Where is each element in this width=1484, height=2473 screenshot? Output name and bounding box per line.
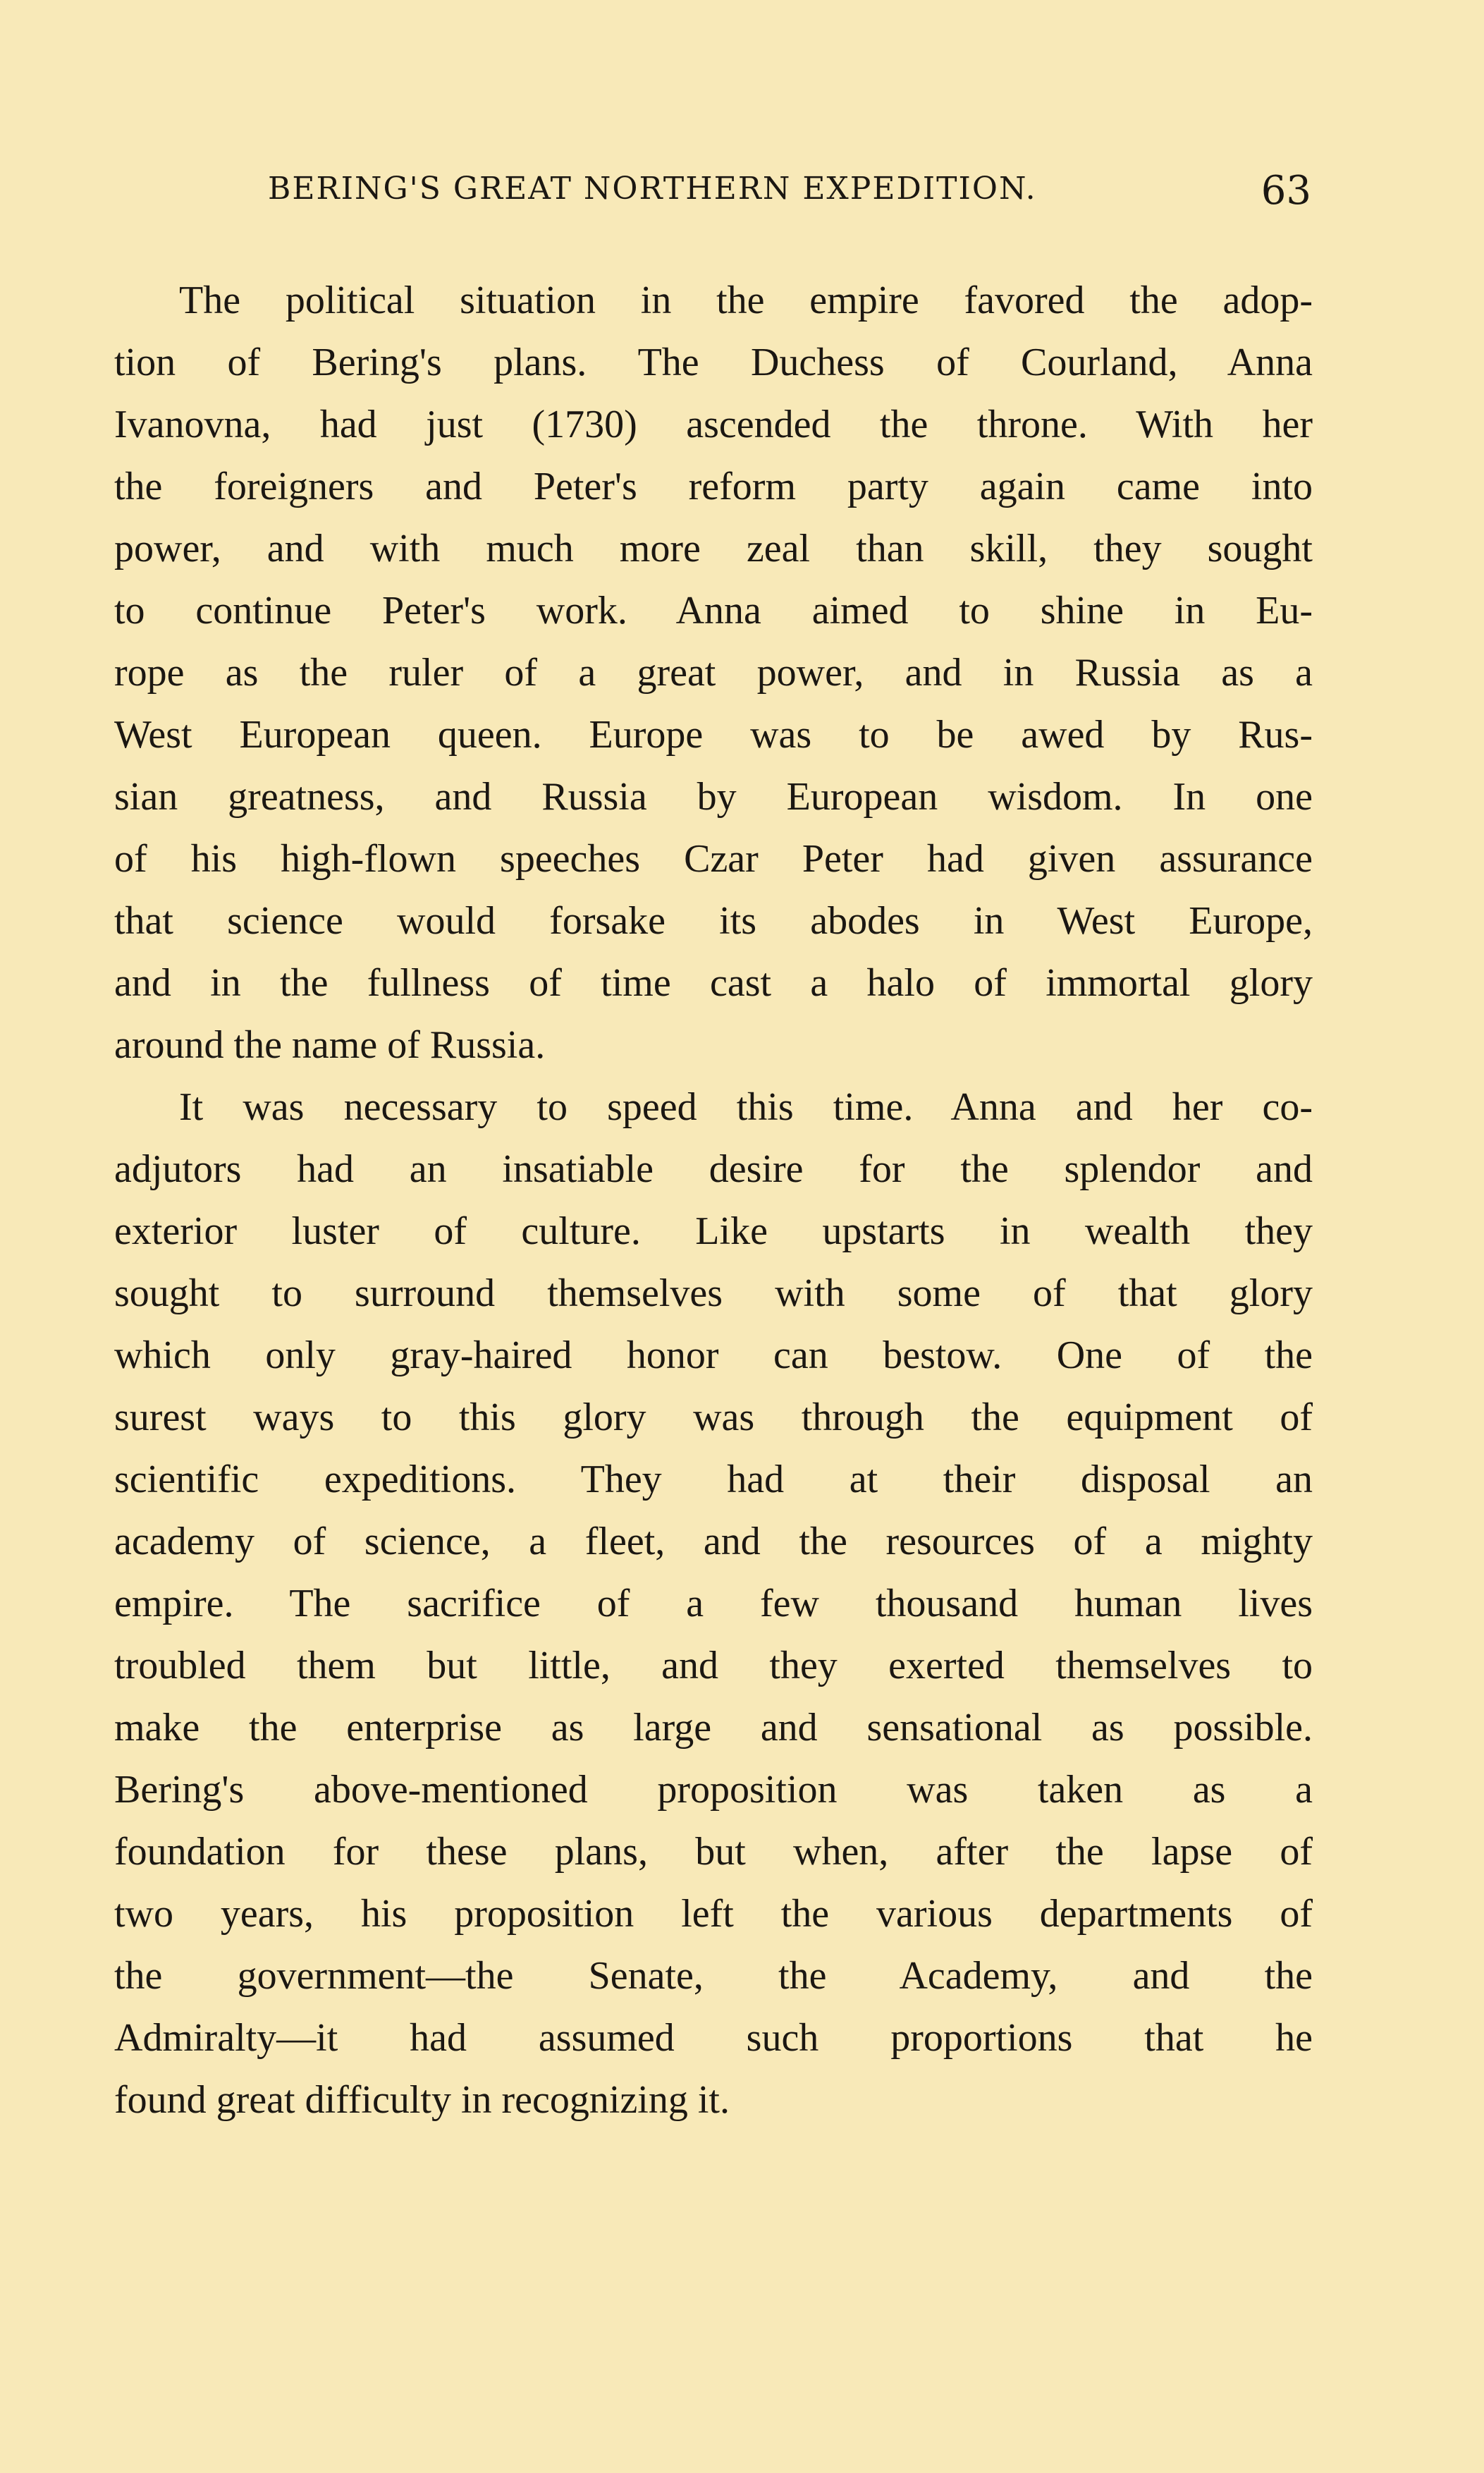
text-line: Bering's above-mentioned proposition was taken as a [114, 1768, 1313, 1812]
text-line: Admiralty—it had assumed such proportions that he [114, 2016, 1313, 2060]
paragraph-2 [114, 1076, 1313, 2131]
text-line: Ivanovna, had just (1730) ascended the throne. With her [114, 403, 1313, 446]
text-line: foundation for these plans, but when, after the lapse of [114, 1830, 1313, 1874]
running-header [268, 168, 1311, 214]
body-text [114, 269, 1313, 2131]
page-number: 63 [1261, 168, 1311, 214]
text-line: exterior luster of culture. Like upstarts in wealth they [114, 1209, 1313, 1253]
text-line: which only gray-haired honor can bestow. One of the [114, 1333, 1313, 1377]
text-line: It was necessary to speed this time. Anna and her co- [179, 1085, 1313, 1129]
text-line: found great difficulty in recognizing it. [114, 2078, 730, 2122]
text-line: the foreigners and Peter's reform party again came into [114, 465, 1313, 508]
text-line: to continue Peter's work. Anna aimed to shine in Eu- [114, 589, 1313, 633]
text-line: tion of Bering's plans. The Duchess of Courland, Anna [114, 341, 1313, 384]
text-line: scientific expeditions. They had at their disposal an [114, 1458, 1313, 1501]
text-line: The political situation in the empire favored the adop- [179, 279, 1313, 322]
text-line: empire. The sacrifice of a few thousand human lives [114, 1582, 1313, 1625]
text-line: the government—the Senate, the Academy, and the [114, 1954, 1313, 1998]
text-line: West European queen. Europe was to be awed by Rus- [114, 713, 1313, 757]
text-line: power, and with much more zeal than skill, they sought [114, 527, 1313, 570]
text-line: surest ways to this glory was through the equipment of [114, 1396, 1313, 1439]
text-line: rope as the ruler of a great power, and in Russia as a [114, 651, 1313, 695]
text-line: make the enterprise as large and sensational as possible. [114, 1706, 1313, 1750]
text-line: that science would forsake its abodes in West Europe, [114, 899, 1313, 943]
paragraph-1 [114, 269, 1313, 1076]
text-line: sought to surround themselves with some of that glory [114, 1271, 1313, 1315]
text-line: troubled them but little, and they exerted themselves to [114, 1644, 1313, 1687]
text-line: and in the fullness of time cast a halo of immortal glory [114, 961, 1313, 1005]
text-line: of his high-flown speeches Czar Peter had given assurance [114, 837, 1313, 881]
text-line: adjutors had an insatiable desire for the splendor and [114, 1147, 1313, 1191]
text-line: around the name of Russia. [114, 1023, 546, 1067]
text-line: sian greatness, and Russia by European wisdom. In one [114, 775, 1313, 819]
running-title: BERING'S GREAT NORTHERN EXPEDITION. [268, 171, 1037, 207]
text-line: two years, his proposition left the various departments of [114, 1892, 1313, 1936]
text-line: academy of science, a fleet, and the resources of a mighty [114, 1520, 1313, 1563]
